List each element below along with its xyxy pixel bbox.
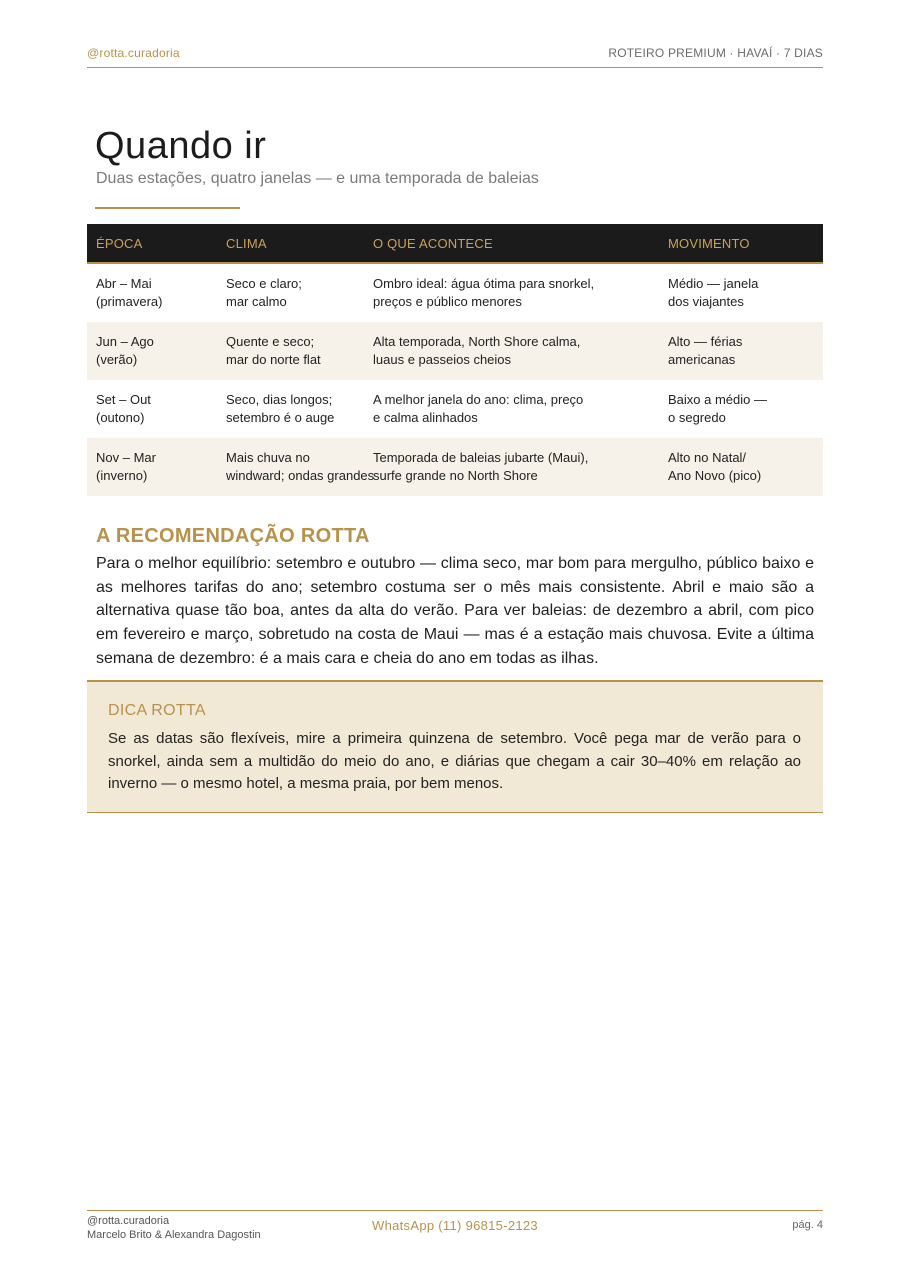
tip-text: Se as datas são flexíveis, mire a primeira quinzena de setembro. Você pega mar de verão para o snorkel, ainda sem a multidão do meio do ano, e diárias que chegam a cair 30–40% em relação ao inverno — o mesmo hotel, a mesma praia, por bem menos. xyxy=(108,730,801,792)
cell-clima: Seco e claro; mar calmo xyxy=(226,276,302,309)
cell-acontece: A melhor janela do ano: clima, preço e calma alinhados xyxy=(373,392,584,425)
table-row xyxy=(87,380,823,438)
page-title: Quando ir xyxy=(95,125,267,167)
column-header-acontece: O QUE ACONTECE xyxy=(373,236,493,251)
brand-handle: @rotta.curadoria xyxy=(87,46,180,60)
cell-movimento: Alto no Natal/ Ano Novo (pico) xyxy=(668,450,762,483)
cell-movimento: Médio — janela dos viajantes xyxy=(668,276,759,309)
recommendation-text: Para o melhor equilíbrio: setembro e outubro — clima seco, mar bom para mergulho, público baixo e as melhores tarifas do ano; setembro costuma ser o mês mais consistente. Abril e maio são a alternativa quase tão boa, antes da alta do verão. Para ver baleias: de dezembro a abril, com pico em fevereiro e março, sobretudo na costa de Maui — mas é a estação mais chuvosa. Evite a última semana de dezembro: é a mais cara e cheia do ano em todas as ilhas. xyxy=(96,555,814,667)
column-header-epoca: ÉPOCA xyxy=(96,236,143,251)
table-row xyxy=(87,264,823,322)
cell-acontece: Ombro ideal: água ótima para snorkel, preços e público menores xyxy=(373,276,595,309)
page-footer xyxy=(87,1210,823,1242)
tip-box xyxy=(87,680,823,813)
cell-clima: Seco, dias longos; setembro é o auge xyxy=(226,392,335,425)
cell-epoca: Set – Out (outono) xyxy=(96,392,151,425)
recommendation-title: A RECOMENDAÇÃO ROTTA xyxy=(96,525,370,547)
page-header xyxy=(87,46,823,68)
cell-epoca: Abr – Mai (primavera) xyxy=(96,276,163,309)
cell-epoca: Jun – Ago (verão) xyxy=(96,334,154,367)
title-divider xyxy=(95,207,240,209)
cell-epoca: Nov – Mar (inverno) xyxy=(96,450,156,483)
cell-movimento: Baixo a médio — o segredo xyxy=(668,392,767,425)
cell-acontece: Alta temporada, North Shore calma, luaus e passeios cheios xyxy=(373,334,581,367)
cell-acontece: Temporada de baleias jubarte (Maui), surfe grande no North Shore xyxy=(373,450,589,483)
column-header-movimento: MOVIMENTO xyxy=(668,236,750,251)
footer-authors: Marcelo Brito & Alexandra Dagostin xyxy=(87,1229,261,1241)
seasons-table xyxy=(87,224,823,496)
cell-movimento: Alto — férias americanas xyxy=(668,334,743,367)
tip-title: DICA ROTTA xyxy=(108,702,206,719)
column-header-clima: CLIMA xyxy=(226,236,267,251)
cell-clima: Quente e seco; mar do norte flat xyxy=(226,334,321,367)
document-title: ROTEIRO PREMIUM · HAVAÍ · 7 DIAS xyxy=(608,46,823,60)
footer-handle: @rotta.curadoria xyxy=(87,1215,170,1227)
table-header xyxy=(87,224,823,264)
table-row xyxy=(87,322,823,380)
whatsapp-contact: WhatsApp (11) 96815-2123 xyxy=(372,1218,538,1233)
page-number: pág. 4 xyxy=(792,1219,823,1231)
table-row xyxy=(87,438,823,496)
cell-clima: Mais chuva no windward; ondas grandes xyxy=(226,450,375,483)
page-subtitle: Duas estações, quatro janelas — e uma temporada de baleias xyxy=(96,170,539,187)
